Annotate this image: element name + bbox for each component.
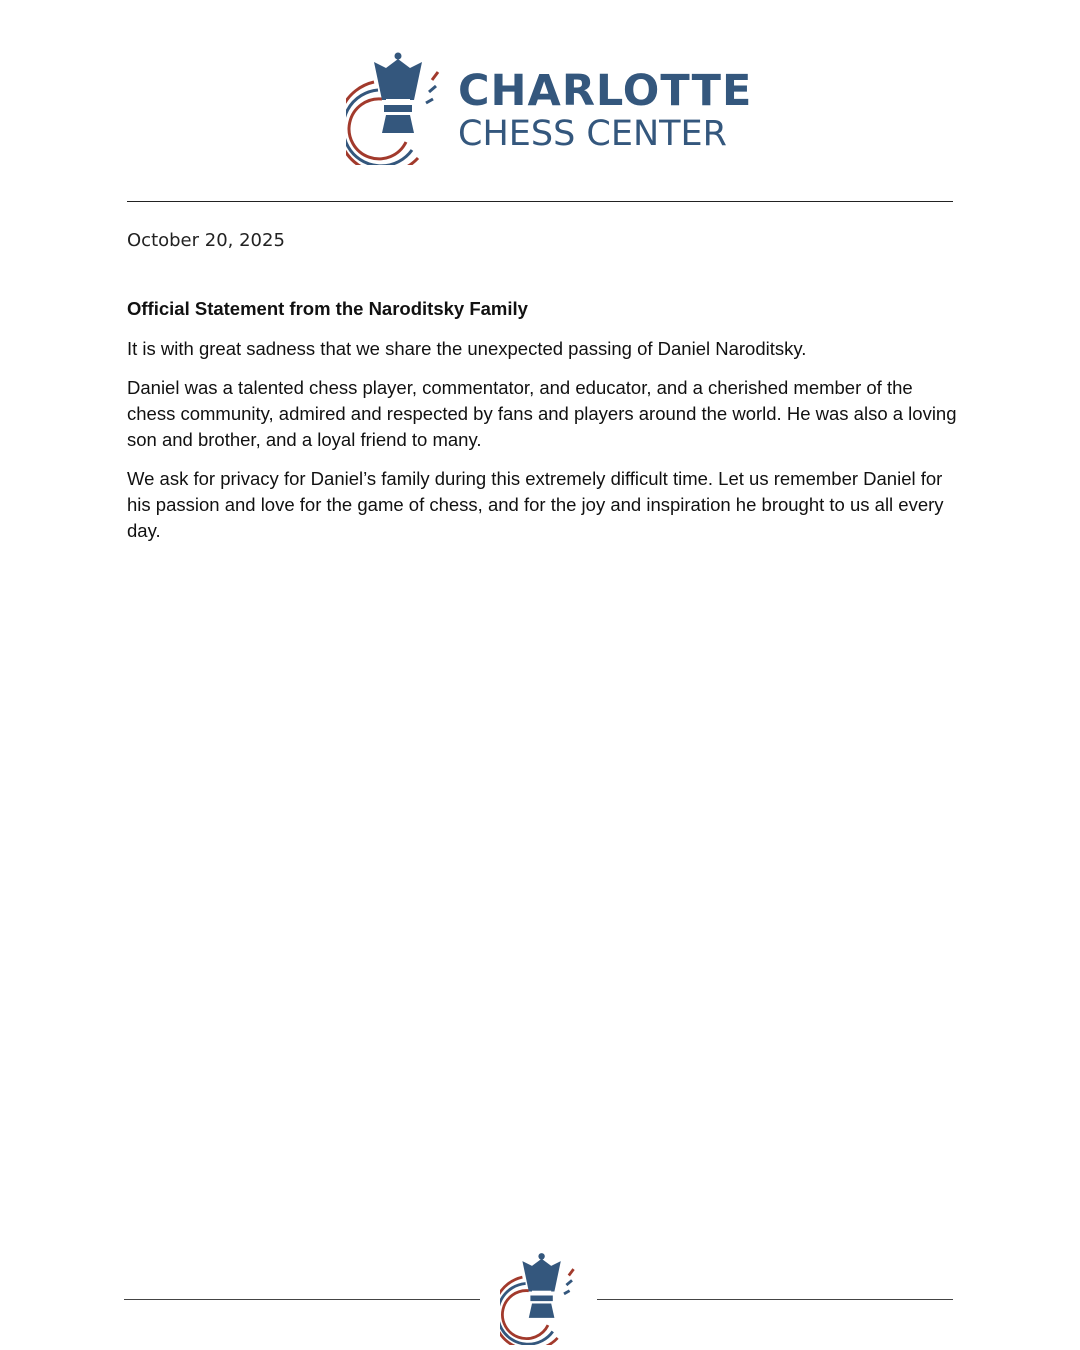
footer-divider-left (124, 1299, 480, 1300)
header-divider (127, 201, 953, 202)
letter-body (127, 296, 957, 557)
logo-wordmark (458, 68, 752, 154)
chess-queen-emblem-icon (500, 1250, 580, 1345)
paragraph-2: Daniel was a talented chess player, commentator, and educator, and a cherished member of the chess community, admired and respected by fans and players around the world. He was also a loving son and brother, and a loyal friend to many. (127, 377, 957, 450)
chess-queen-logo-icon (346, 50, 446, 165)
logo-name-line1: CHARLOTTE (458, 66, 753, 116)
logo-name-line2: CHESS CENTER (458, 114, 727, 154)
letter-date: October 20, 2025 (127, 230, 285, 251)
statement-heading: Official Statement from the Naroditsky Family (127, 298, 528, 319)
footer-divider-right (597, 1299, 953, 1300)
paragraph-3: We ask for privacy for Daniel’s family during this extremely difficult time. Let us remember Daniel for his passion and love for the game of chess, and for the joy and inspiration he brought to us all every day. (127, 468, 944, 541)
letterhead (0, 40, 1080, 170)
paragraph-1: It is with great sadness that we share the unexpected passing of Daniel Naroditsky. (127, 338, 807, 359)
